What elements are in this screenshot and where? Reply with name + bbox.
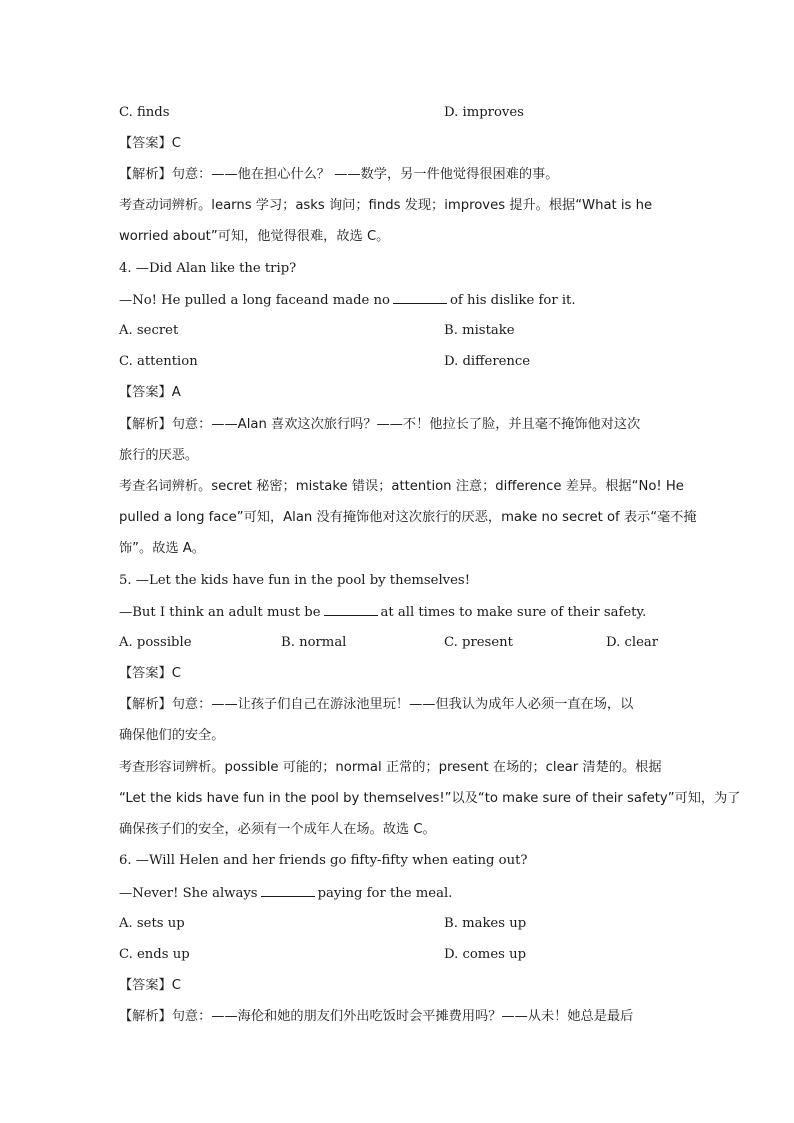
q4-analysis-1: 【解析】句意：——Alan 喜欢这次旅行吗？——不！他拉长了脸，并且毫不掩饰他对这次 xyxy=(119,417,641,432)
q6-analysis-1: 【解析】句意：——海伦和她的朋友们外出吃饭时会平摊费用吗？——从未！她总是最后 xyxy=(119,1009,634,1024)
q5-analysis-4: “Let the kids have fun in the pool by themselves!”以及“to make sure of their safety”可知，为了 xyxy=(119,791,741,806)
q6-option-d: D. comes up xyxy=(444,947,527,962)
answer-blank xyxy=(261,884,315,897)
q6-option-c: C. ends up xyxy=(119,947,190,962)
q4-reply-end: of his dislike for it. xyxy=(449,293,576,308)
q4-option-b: B. mistake xyxy=(444,323,515,338)
q4-analysis-4: pulled a long face”可知，Alan 没有掩饰他对这次旅行的厌恶，make no secret of 表示“毫不掩 xyxy=(119,510,697,525)
q5-analysis-5: 确保孩子们的安全，必须有一个成年人在场。故选 C。 xyxy=(119,822,436,837)
q4-reply-start: —No! He pulled a long faceand made no xyxy=(119,293,390,308)
q5-question: 5. —Let the kids have fun in the pool by themselves! xyxy=(119,573,470,588)
q6-reply xyxy=(119,884,679,903)
q5-option-a: A. possible xyxy=(119,635,192,650)
q4-analysis-3: 考查名词辨析。secret 秘密；mistake 错误；attention 注意；difference 差异。根据“No! He xyxy=(119,479,684,494)
q3-answer: 【答案】C xyxy=(119,136,181,151)
q3-analysis-2: 考查动词辨析。learns 学习；asks 询问；finds 发现；improves 提升。根据“What is he xyxy=(119,198,653,213)
q6-reply-start: —Never! She always xyxy=(119,886,258,901)
q3-analysis-3: worried about”可知，他觉得很难，故选 C。 xyxy=(119,229,390,244)
q5-option-d: D. clear xyxy=(606,635,659,650)
q5-answer: 【答案】C xyxy=(119,666,181,681)
q4-question: 4. —Did Alan like the trip? xyxy=(119,261,297,276)
q4-reply xyxy=(119,291,679,310)
q4-option-d: D. difference xyxy=(444,354,531,369)
q6-answer: 【答案】C xyxy=(119,978,181,993)
q4-option-c: C. attention xyxy=(119,354,198,369)
answer-blank xyxy=(393,291,447,304)
q4-analysis-5: 饰”。故选 A。 xyxy=(119,541,205,556)
q3-analysis-1: 【解析】句意：——他在担心什么？ ——数学，另一件他觉得很困难的事。 xyxy=(119,167,559,182)
q5-analysis-1: 【解析】句意：——让孩子们自己在游泳池里玩！——但我认为成年人必须一直在场，以 xyxy=(119,697,634,712)
answer-blank xyxy=(324,603,378,616)
q6-reply-end: paying for the meal. xyxy=(317,886,453,901)
q4-option-a: A. secret xyxy=(119,323,179,338)
q5-reply xyxy=(119,603,679,622)
q5-option-c: C. present xyxy=(444,635,513,650)
q6-question: 6. —Will Helen and her friends go fifty-fifty when eating out? xyxy=(119,853,528,868)
q6-option-b: B. makes up xyxy=(444,916,527,931)
q6-option-a: A. sets up xyxy=(119,916,185,931)
q5-option-b: B. normal xyxy=(281,635,347,650)
q5-reply-start: —But I think an adult must be xyxy=(119,605,321,620)
q4-analysis-2: 旅行的厌恶。 xyxy=(119,448,199,463)
option-c-finds: C. finds xyxy=(119,105,170,120)
option-d-improves: D. improves xyxy=(444,105,524,120)
q4-answer: 【答案】A xyxy=(119,385,181,400)
q5-analysis-3: 考查形容词辨析。possible 可能的；normal 正常的；present 在场的；clear 清楚的。根据 xyxy=(119,760,662,775)
q5-reply-end: at all times to make sure of their safety. xyxy=(380,605,647,620)
q5-analysis-2: 确保他们的安全。 xyxy=(119,728,225,743)
